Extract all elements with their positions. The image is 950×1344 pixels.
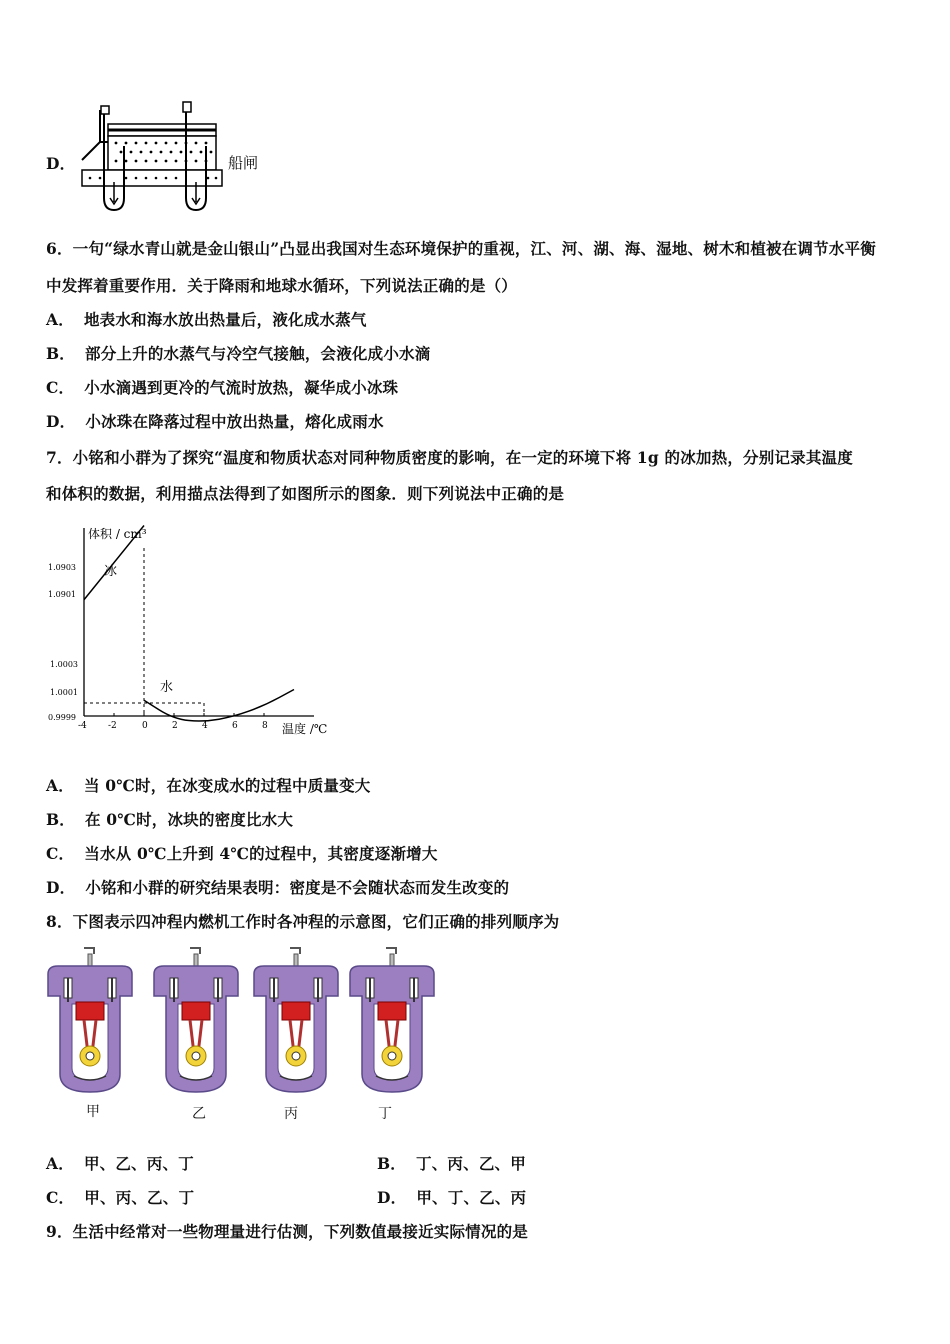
x-tick-label: 8: [262, 721, 268, 731]
q6-option-b-label: B．: [46, 344, 76, 363]
q7-stem-line1: 7．小铭和小群为了探究“温度和物质状态对同种物质密度的影响，在一定的环境下将 1g 的冰加热，分别记录其温度: [46, 448, 853, 467]
q8-option-c[interactable]: [46, 1186, 194, 1208]
q8-option-d-text: 甲、丁、乙、丙: [416, 1188, 527, 1207]
q8-option-c-label: C．: [46, 1188, 75, 1207]
y-tick-label: 1.0903: [48, 563, 76, 572]
q6-option-b[interactable]: [46, 342, 430, 364]
q6-option-c-label: C．: [46, 378, 75, 397]
q7-option-b-label: B．: [46, 810, 76, 829]
engine-label-ding: 丁: [378, 1106, 392, 1122]
q6-option-a-text: 地表水和海水放出热量后，液化成水蒸气: [83, 310, 367, 329]
q8-option-c-text: 甲、丙、乙、丁: [84, 1188, 195, 1207]
q6-option-d[interactable]: [46, 410, 384, 432]
q8-option-a[interactable]: [46, 1152, 194, 1174]
x-tick-label: -4: [78, 721, 87, 731]
water-series-label: 水: [160, 680, 174, 695]
q8-option-b-text: 丁、丙、乙、甲: [416, 1154, 526, 1173]
x-tick-label: 6: [232, 721, 238, 731]
q7-option-a-label: A．: [46, 776, 74, 795]
q6-option-b-text: 部分上升的水蒸气与冷空气接触，会液化成小水滴: [85, 344, 431, 363]
engine-bing: [254, 948, 338, 1092]
q7-option-a-text: 当 0℃时，在冰变成水的过程中质量变大: [83, 776, 371, 795]
q7-stem-line2: 和体积的数据，利用描点法得到了如图所示的图象．则下列说法中正确的是: [46, 484, 565, 503]
x-tick-label: -2: [108, 721, 117, 731]
ice-series-label: 冰: [104, 564, 118, 579]
engine-ding: [350, 948, 434, 1092]
x-tick-label: 2: [172, 721, 178, 731]
ship-lock-caption: 船闸: [228, 154, 259, 172]
volume-temperature-chart: [44, 520, 344, 740]
q7-option-c[interactable]: [46, 842, 438, 864]
q7-option-c-label: C．: [46, 844, 75, 863]
q8-option-d-label: D．: [377, 1188, 407, 1207]
engine-label-bing: 丙: [284, 1106, 298, 1122]
q5-option-d[interactable]: [46, 152, 75, 174]
q7-option-d[interactable]: [46, 876, 509, 898]
q8-option-b-label: B．: [377, 1154, 407, 1173]
q5-option-d-label: D．: [46, 154, 76, 173]
q6-option-a[interactable]: [46, 308, 367, 330]
q8-option-d[interactable]: [377, 1186, 526, 1208]
q8-option-a-label: A．: [46, 1154, 74, 1173]
engine-yi: [154, 948, 238, 1092]
x-tick-label: 0: [142, 721, 148, 731]
engine-label-jia: 甲: [86, 1104, 100, 1120]
q6-stem-line2: 中发挥着重要作用．关于降雨和地球水循环，下列说法正确的是（）: [46, 276, 518, 295]
q6-option-d-text: 小冰珠在降落过程中放出热量，熔化成雨水: [85, 412, 384, 431]
x-tick-label: 4: [202, 721, 208, 731]
y-tick-label: 1.0003: [50, 660, 78, 669]
engine-label-yi: 乙: [192, 1106, 206, 1122]
y-tick-label: 0.9999: [48, 713, 76, 722]
engine-jia: [48, 948, 132, 1092]
q6-option-d-label: D．: [46, 412, 76, 431]
q6-option-c[interactable]: [46, 376, 398, 398]
q7-option-b[interactable]: [46, 808, 293, 830]
q7-option-b-text: 在 0℃时，冰块的密度比水大: [85, 810, 294, 829]
q9-stem: 9．生活中经常对一些物理量进行估测，下列数值最接近实际情况的是: [46, 1222, 528, 1241]
q7-option-a[interactable]: [46, 774, 371, 796]
q8-stem: 8．下图表示四冲程内燃机工作时各冲程的示意图，它们正确的排列顺序为: [46, 912, 560, 931]
q6-option-a-label: A．: [46, 310, 74, 329]
y-axis-label: 体积 / cm³: [88, 527, 147, 541]
engine-strokes-figure: [44, 944, 444, 1094]
q7-option-c-text: 当水从 0℃上升到 4℃的过程中，其密度逐渐增大: [84, 844, 438, 863]
q7-option-d-label: D．: [46, 878, 76, 897]
q7-option-d-text: 小铭和小群的研究结果表明：密度是不会随状态而发生改变的: [85, 878, 510, 897]
q6-stem-line1: 6．一句“绿水青山就是金山银山”凸显出我国对生态环境保护的重视，江、河、湖、海、湿地、树木和植被在调节水平衡: [46, 239, 876, 258]
y-tick-label: 1.0901: [48, 590, 76, 599]
q8-option-b[interactable]: [377, 1152, 526, 1174]
q6-option-c-text: 小水滴遇到更冷的气流时放热，凝华成小冰珠: [84, 378, 399, 397]
y-tick-label: 1.0001: [50, 688, 78, 697]
q8-option-a-text: 甲、乙、丙、丁: [83, 1154, 194, 1173]
ship-lock-figure: [78, 98, 228, 214]
x-axis-label: 温度 /℃: [282, 722, 328, 736]
